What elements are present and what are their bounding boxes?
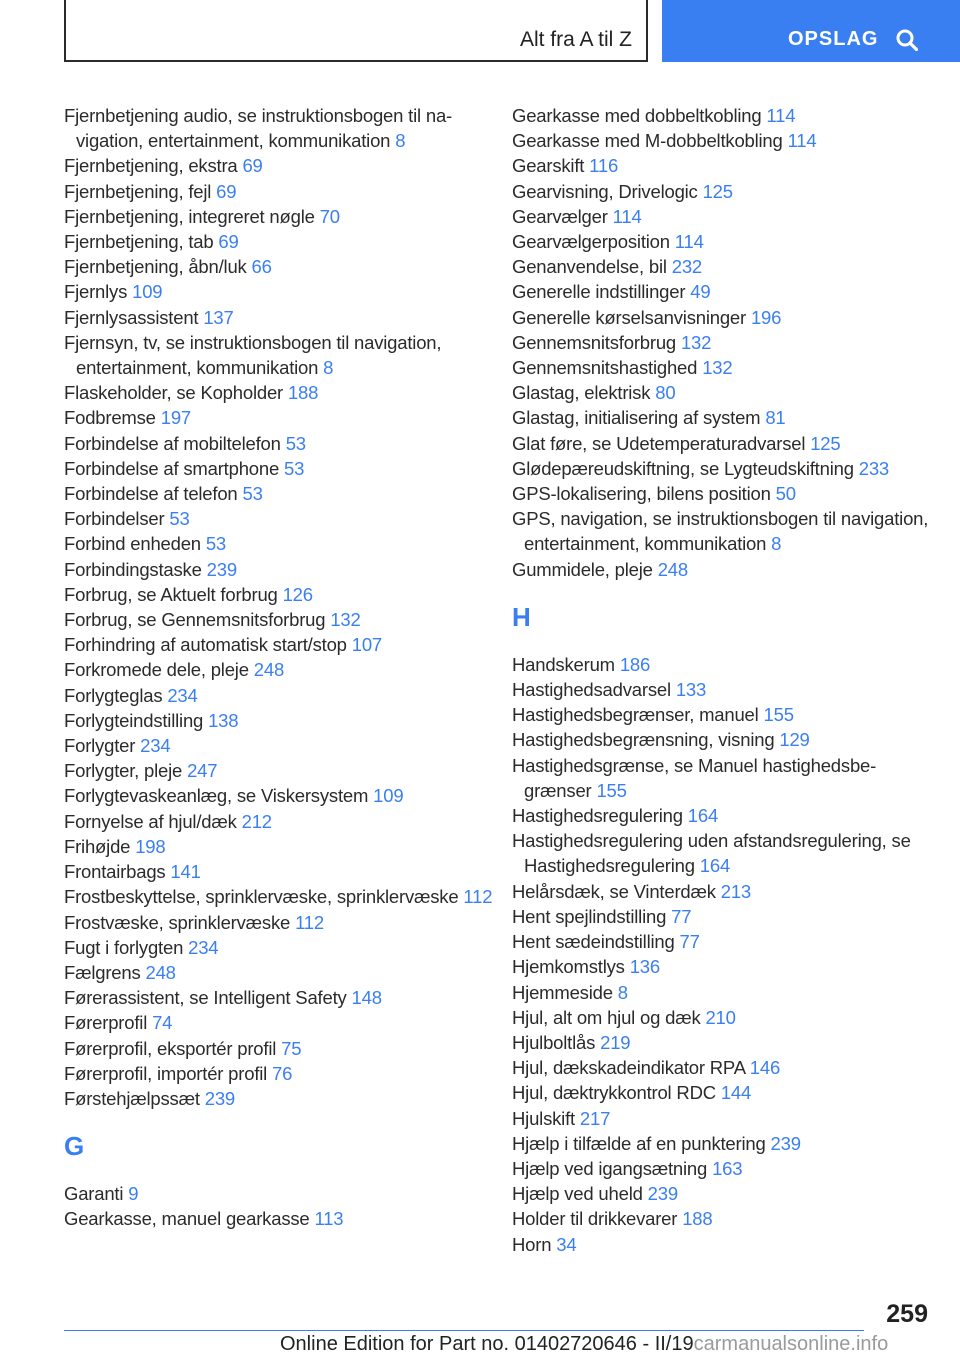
page-link[interactable]: 53 [205, 533, 227, 555]
page-link[interactable]: 132 [330, 609, 361, 631]
index-entry [64, 657, 494, 682]
index-entry-text: Gearkasse med M-dobbeltkobling [512, 130, 783, 152]
index-entry [64, 229, 494, 254]
index-entry-text: Førstehjælpssæt [64, 1087, 200, 1109]
index-entry-text: Forlygter [64, 735, 136, 757]
page-link[interactable]: 109 [373, 785, 404, 807]
index-entry-text: Forbindingstaske [64, 558, 202, 580]
index-entry [512, 803, 932, 828]
index-entry [64, 783, 494, 808]
index-column-right [512, 103, 932, 1257]
index-entry-text: Forbrug, se Gennemsnitsforbrug [64, 609, 326, 631]
index-entry-text: Glastag, elektrisk [512, 382, 651, 404]
page-link[interactable]: 155 [763, 704, 794, 726]
index-entry [512, 279, 932, 304]
index-entry [512, 254, 932, 279]
page-link[interactable]: 125 [702, 180, 733, 202]
page-link[interactable]: 132 [680, 331, 712, 353]
index-entry-text: Glat føre, se Udetemperaturadvarsel [512, 432, 806, 454]
index-entry [512, 103, 932, 128]
page-link[interactable]: 53 [284, 457, 305, 479]
index-entry-text: Hjemkomstlys [512, 956, 625, 978]
index-entry [64, 330, 494, 380]
page-link[interactable]: 239 [204, 1087, 236, 1109]
index-entry-text: Handskerum [512, 653, 615, 675]
index-entry [64, 279, 494, 304]
index-entry-text: Frontairbags [64, 861, 166, 883]
page-link[interactable]: 77 [679, 931, 700, 953]
footer-edition-text: Online Edition for Part no. 01402720646 - II/19 [280, 1333, 694, 1355]
index-entry [512, 1055, 932, 1080]
page-link[interactable]: 247 [187, 760, 218, 782]
tab-index-a-z[interactable] [64, 0, 648, 62]
index-entry-text: Fælgrens [64, 961, 141, 983]
index-entry [512, 929, 932, 954]
index-entry-text: Gearskift [512, 155, 585, 177]
index-entry-text: Førerassistent, se Intelligent Safety [64, 987, 347, 1009]
page-link[interactable]: 233 [858, 457, 890, 479]
page-link[interactable]: 137 [203, 306, 234, 328]
index-entry [512, 1131, 932, 1156]
page-link[interactable]: 53 [169, 508, 190, 530]
index-entry [64, 733, 494, 758]
page-link[interactable]: 239 [647, 1183, 678, 1205]
page-link[interactable]: 114 [612, 205, 642, 227]
page-link[interactable]: 69 [216, 180, 237, 202]
index-entry [64, 708, 494, 733]
page-link[interactable]: 188 [287, 382, 319, 404]
index-entry-text: Forlygteglas [64, 684, 163, 706]
page-link[interactable]: 70 [319, 205, 340, 227]
index-entry-text: Frihøjde [64, 835, 131, 857]
page-link[interactable]: 74 [152, 1012, 173, 1034]
section-letter: G [64, 1131, 85, 1162]
index-entry-text: Hjælp ved uheld [512, 1183, 643, 1205]
page-link[interactable]: 188 [682, 1208, 713, 1230]
page-link[interactable]: 53 [242, 483, 263, 505]
page-link[interactable]: 50 [775, 483, 796, 505]
index-entry-text: Forbindelse af smartphone [64, 457, 280, 479]
index-entry [512, 954, 932, 979]
index-entry [512, 380, 932, 405]
index-entry-text: Holder til drikkevarer [512, 1208, 678, 1230]
index-entry-text: Frostvæske, sprinklervæske [64, 911, 291, 933]
index-entry-text: Forlygteindstilling [64, 709, 204, 731]
footer-watermark: carmanualsonline.info [693, 1333, 889, 1355]
index-entry [512, 204, 932, 229]
page-link[interactable]: 196 [750, 306, 782, 328]
index-entry-text: Glastag, initialisering af system [512, 407, 761, 429]
index-entry-text: Hent sædeindstilling [512, 931, 675, 953]
index-entry [64, 985, 494, 1010]
index-entry [512, 828, 932, 878]
index-entry-text: Gummidele, pleje [512, 558, 653, 580]
index-entry [512, 330, 932, 355]
page-link[interactable]: 138 [208, 709, 239, 731]
tab-lookup-label: OPSLAG [788, 28, 879, 50]
index-entry-text: Forlygter, pleje [64, 760, 183, 782]
index-entry [64, 481, 494, 506]
index-entry-text: Frostbeskyttelse, sprinklervæske, sprinklervæske [64, 886, 459, 908]
index-entry-text: Fjernlys [64, 281, 128, 303]
index-entry [512, 481, 932, 506]
page-link[interactable]: 219 [600, 1031, 631, 1053]
page-link[interactable]: 109 [132, 281, 163, 303]
index-entry-text: Forkromede dele, pleje [64, 659, 249, 681]
index-entry [512, 456, 932, 481]
page-link[interactable]: 248 [253, 659, 285, 681]
index-entry [64, 506, 494, 531]
page-link[interactable]: 53 [285, 432, 306, 454]
tab-lookup[interactable] [662, 0, 960, 62]
index-entry [64, 960, 494, 985]
index-entry [512, 1206, 932, 1231]
index-entry [512, 506, 932, 556]
page-link[interactable]: 197 [160, 407, 192, 429]
page-link[interactable]: 136 [629, 956, 660, 978]
page-link[interactable]: 148 [351, 987, 382, 1009]
index-entry-text: Gearkasse, manuel gearkasse [64, 1208, 310, 1230]
index-entry [512, 431, 932, 456]
index-entry-text: Forbindelser [64, 508, 165, 530]
page-link[interactable]: 210 [705, 1006, 736, 1028]
index-entry-text: Hjælp ved igangsætning [512, 1157, 708, 1179]
page-link[interactable]: 113 [314, 1208, 344, 1230]
index-entry-text: Flaskeholder, se Kopholder [64, 382, 283, 404]
index-entry [512, 229, 932, 254]
tab-index-label: Alt fra A til Z [519, 28, 632, 51]
page-number: 259 [886, 1300, 928, 1328]
index-entry [512, 1232, 932, 1257]
page-link[interactable]: 144 [720, 1082, 752, 1104]
page-link[interactable]: 8 [323, 357, 334, 379]
page-link[interactable]: 126 [282, 583, 313, 605]
index-entry [512, 153, 932, 178]
index-entry-text: Førerprofil, importér profil [64, 1062, 268, 1084]
page-link[interactable]: 34 [556, 1233, 577, 1255]
index-entry-text: Gennemsnitshastighed [512, 357, 698, 379]
page-link[interactable]: 133 [675, 679, 707, 701]
index-entry-text: Hjulboltlås [512, 1031, 596, 1053]
index-entry-text: Førerprofil, eksportér profil [64, 1037, 277, 1059]
page-link[interactable]: 217 [579, 1107, 611, 1129]
page-link[interactable]: 213 [720, 880, 752, 902]
page-link[interactable]: 146 [749, 1057, 781, 1079]
index-entry [512, 652, 932, 677]
page-link[interactable]: 132 [702, 357, 733, 379]
footer-edition [280, 1333, 888, 1356]
index-entry [512, 179, 932, 204]
index-column-left [64, 103, 494, 1232]
index-entry [512, 128, 932, 153]
page-link[interactable]: 49 [690, 281, 711, 303]
page-link[interactable]: 234 [140, 735, 171, 757]
index-entry [64, 884, 494, 909]
index-entry [64, 254, 494, 279]
index-entry-text: Horn [512, 1233, 552, 1255]
page-link[interactable]: 164 [699, 855, 731, 877]
page-link[interactable]: 116 [589, 155, 619, 177]
page-link[interactable]: 81 [765, 407, 786, 429]
index-entry-text: Gearvælger [512, 205, 608, 227]
index-entry [64, 582, 494, 607]
page-link[interactable]: 66 [251, 256, 272, 278]
index-entry-text: Hjulskift [512, 1107, 575, 1129]
page-link[interactable]: 239 [770, 1132, 801, 1154]
index-entry-text: Forlygtevaskeanlæg, se Viskersystem [64, 785, 369, 807]
index-entry-text: Forbindelse af mobiltelefon [64, 432, 281, 454]
index-entry-text: Genanvendelse, bil [512, 256, 667, 278]
index-entry-text: GPS, navigation, se instruktionsbogen til navigation, entertainment, kommunikation [512, 508, 929, 555]
page-link[interactable]: 164 [687, 805, 719, 827]
page-link[interactable]: 114 [766, 105, 796, 126]
index-entry [64, 607, 494, 632]
index-entry-text: Fjernlysassistent [64, 306, 199, 328]
page-link[interactable]: 234 [167, 684, 198, 706]
index-entry [512, 702, 932, 727]
index-entry-text: Garanti [64, 1183, 124, 1205]
index-entry-text: Hjælp i tilfælde af en punktering [512, 1132, 766, 1154]
index-entry-text: Hjul, alt om hjul og dæk [512, 1006, 701, 1028]
index-entry [512, 879, 932, 904]
index-entry [64, 431, 494, 456]
page-link[interactable]: 112 [463, 886, 493, 908]
index-entry-text: Generelle indstillinger [512, 281, 686, 303]
index-entry [64, 179, 494, 204]
page-link[interactable]: 8 [771, 533, 782, 555]
index-entry [64, 1061, 494, 1086]
page-link[interactable]: 186 [619, 653, 651, 675]
page-link[interactable]: 114 [787, 130, 817, 152]
index-entry [512, 904, 932, 929]
index-entry [512, 753, 932, 803]
index-entry-text: Generelle kørselsanvisninger [512, 306, 746, 328]
index-entry-text: Fjernbetjening audio, se instruktionsbogen til navigation, entertainment, kommunikation [64, 105, 453, 152]
index-entry-text: Fugt i forlygten [64, 936, 184, 958]
index-entry [64, 910, 494, 935]
index-entry [64, 557, 494, 582]
index-entry [512, 305, 932, 330]
search-icon [896, 29, 918, 51]
page-link[interactable]: 129 [779, 729, 810, 751]
page-link[interactable]: 212 [241, 810, 272, 832]
index-entry-text: Gearkasse med dobbeltkobling [512, 105, 762, 126]
index-entry-text: Hastighedsgrænse, se Manuel hastighedsbegrænser [512, 754, 877, 801]
index-entry [64, 1181, 494, 1206]
page-link[interactable]: 76 [272, 1062, 293, 1084]
index-entry [64, 935, 494, 960]
index-entry [64, 1036, 494, 1061]
index-entry-text: Fjernbetjening, integreret nøgle [64, 205, 315, 227]
index-entry-text: Hastighedsregulering [512, 805, 683, 827]
index-entry-text: Hastighedsbegrænser, manuel [512, 704, 759, 726]
page-link[interactable]: 125 [810, 432, 841, 454]
index-entry [64, 456, 494, 481]
index-entry [512, 1156, 932, 1181]
index-entry-text: Gearvælgerposition [512, 231, 670, 253]
index-entry [64, 305, 494, 330]
page-link[interactable]: 198 [135, 835, 166, 857]
page-link[interactable]: 114 [674, 231, 704, 253]
page-link[interactable]: 8 [617, 981, 628, 1003]
page-link[interactable]: 77 [671, 905, 692, 927]
index-entry-text: Fjernbetjening, åbn/luk [64, 256, 247, 278]
index-entry [64, 632, 494, 657]
page-link[interactable]: 80 [655, 382, 676, 404]
page-link[interactable]: 107 [351, 634, 383, 656]
index-entry [64, 859, 494, 884]
page-link[interactable]: 9 [128, 1183, 139, 1205]
index-entry [64, 683, 494, 708]
page-link[interactable]: 75 [281, 1037, 302, 1059]
index-entry [64, 758, 494, 783]
index-entry-text: Fjernsyn, tv, se instruktionsbogen til navigation, entertainment, kommunikation [64, 331, 442, 379]
section-letter: H [512, 601, 531, 632]
index-entry-text: Forhindring af automatisk start/stop [64, 634, 347, 656]
page-link[interactable]: 163 [712, 1157, 743, 1179]
index-entry-text: Forbind enheden [64, 533, 201, 555]
page-link[interactable]: 8 [395, 130, 406, 152]
page-link[interactable]: 234 [188, 936, 219, 958]
index-entry [64, 380, 494, 405]
index-entry-text: Hjul, dækskadeindikator RPA [512, 1057, 745, 1079]
index-entry-text: Hastighedsbegrænsning, visning [512, 729, 775, 751]
page-link[interactable]: 239 [206, 558, 237, 580]
index-entry-text: Fodbremse [64, 407, 156, 429]
index-entry-text: Forbindelse af telefon [64, 483, 238, 505]
index-entry [64, 1206, 494, 1231]
index-entry [512, 405, 932, 430]
index-entry-text: Gennemsnitsforbrug [512, 331, 677, 353]
index-entry-text: Hjemmeside [512, 981, 613, 1003]
index-entry-text: Glødepæreudskiftning, se Lygteudskiftning [512, 457, 854, 479]
index-entry-text: Gearvisning, Drivelogic [512, 180, 698, 202]
index-entry [64, 834, 494, 859]
index-entry [64, 103, 494, 153]
index-entry-text: Førerprofil [64, 1012, 148, 1034]
page-link[interactable]: 155 [596, 779, 627, 801]
index-entry-text: Hjul, dæktrykkontrol RDC [512, 1082, 716, 1104]
page-link[interactable]: 248 [145, 961, 176, 983]
index-entry-text: Fornyelse af hjul/dæk [64, 810, 237, 832]
index-entry [512, 980, 932, 1005]
index-entry [512, 727, 932, 752]
index-entry-text: Forbrug, se Aktuelt forbrug [64, 583, 278, 605]
index-entry-text: Helårsdæk, se Vinterdæk [512, 880, 716, 902]
index-entry-text: Hent spejlindstilling [512, 905, 667, 927]
index-entry [512, 677, 932, 702]
index-entry [512, 1080, 932, 1105]
page-link[interactable]: 69 [242, 155, 263, 177]
index-entry-text: Fjernbetjening, ekstra [64, 155, 238, 177]
page-header [0, 0, 960, 66]
page-link[interactable]: 248 [657, 558, 688, 580]
index-entry [64, 405, 494, 430]
index-entry [512, 1005, 932, 1030]
page-link[interactable]: 141 [170, 861, 201, 883]
index-entry-text: Fjernbetjening, tab [64, 231, 214, 253]
index-entry [64, 1010, 494, 1035]
index-entry [64, 1086, 494, 1111]
footer-divider [64, 1330, 864, 1331]
index-entry [64, 204, 494, 229]
index-entry [64, 153, 494, 178]
index-entry [64, 531, 494, 556]
index-entry [512, 1181, 932, 1206]
index-entry [512, 557, 932, 582]
page-link[interactable]: 232 [671, 256, 703, 278]
index-entry-text: Fjernbetjening, fejl [64, 180, 212, 202]
index-entry-text: Hastighedsregulering uden afstandsregulering, se Hastighedsregulering [512, 830, 911, 877]
index-entry [512, 1106, 932, 1131]
index-entry [512, 1030, 932, 1055]
index-entry [512, 355, 932, 380]
index-entry-text: Hastighedsadvarsel [512, 679, 671, 701]
page-link[interactable]: 69 [218, 231, 239, 253]
index-entry-text: GPS-lokalisering, bilens position [512, 483, 771, 505]
page-link[interactable]: 112 [295, 911, 324, 933]
index-entry [64, 809, 494, 834]
